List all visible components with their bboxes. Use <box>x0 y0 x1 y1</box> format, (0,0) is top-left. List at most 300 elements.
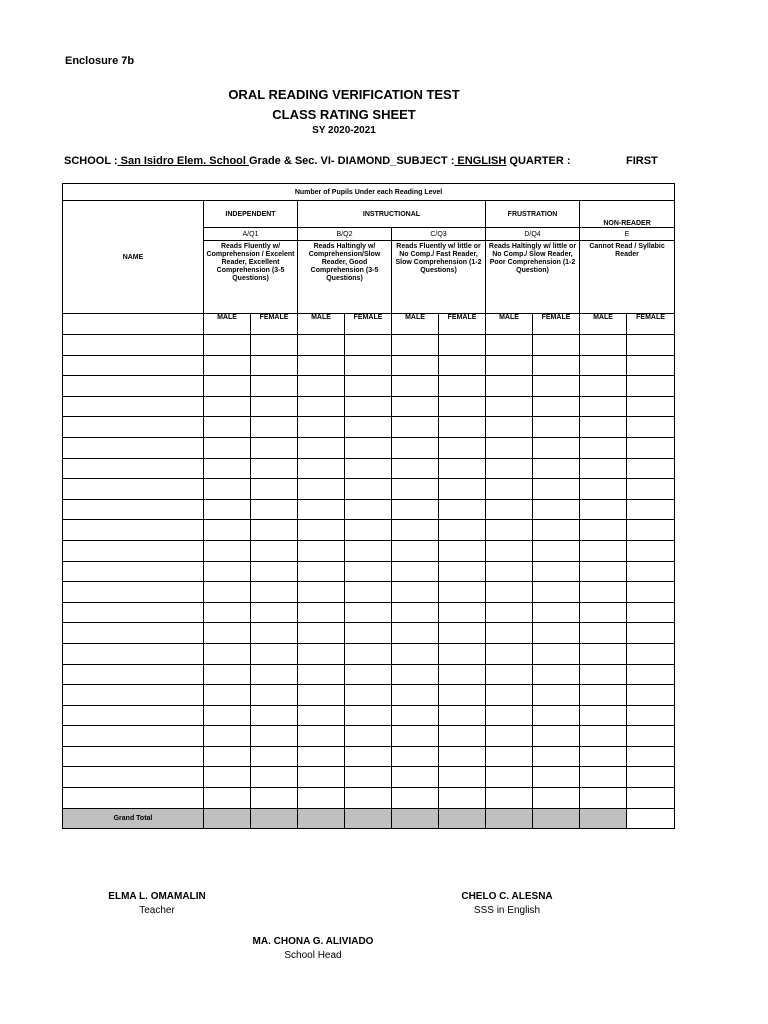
count-cell[interactable] <box>439 602 486 623</box>
count-cell[interactable] <box>392 746 439 767</box>
quarter-label: QUARTER : <box>506 155 571 167</box>
name-cell[interactable] <box>63 788 204 809</box>
count-cell[interactable] <box>298 788 345 809</box>
count-cell[interactable] <box>251 643 298 664</box>
count-cell[interactable] <box>251 458 298 479</box>
count-cell[interactable] <box>298 520 345 541</box>
count-cell[interactable] <box>392 767 439 788</box>
count-cell[interactable] <box>298 664 345 685</box>
count-cell[interactable] <box>627 726 675 747</box>
count-cell[interactable] <box>204 479 251 500</box>
count-cell[interactable] <box>627 705 675 726</box>
count-cell[interactable] <box>439 499 486 520</box>
count-cell[interactable] <box>439 726 486 747</box>
count-cell[interactable] <box>251 705 298 726</box>
table-row <box>63 705 675 726</box>
count-cell[interactable] <box>533 561 580 582</box>
count-cell[interactable] <box>580 437 627 458</box>
count-cell[interactable] <box>439 335 486 356</box>
count-cell[interactable] <box>486 705 533 726</box>
table-row <box>63 664 675 685</box>
count-cell[interactable] <box>533 520 580 541</box>
count-cell[interactable] <box>298 643 345 664</box>
male-header: MALE <box>580 314 627 335</box>
count-cell[interactable] <box>345 746 392 767</box>
teacher-signature <box>72 891 242 916</box>
count-cell[interactable] <box>439 479 486 500</box>
count-cell[interactable] <box>298 499 345 520</box>
name-cell[interactable] <box>63 396 204 417</box>
grand-total-cell[interactable] <box>627 808 675 828</box>
count-cell[interactable] <box>204 335 251 356</box>
count-cell[interactable] <box>439 520 486 541</box>
count-cell[interactable] <box>251 623 298 644</box>
grand-total-cell[interactable] <box>392 808 439 828</box>
count-cell[interactable] <box>345 335 392 356</box>
count-cell[interactable] <box>486 437 533 458</box>
male-header: MALE <box>298 314 345 335</box>
count-cell[interactable] <box>345 540 392 561</box>
count-cell[interactable] <box>251 767 298 788</box>
grand-total-cell[interactable] <box>533 808 580 828</box>
count-cell[interactable] <box>533 623 580 644</box>
count-cell[interactable] <box>533 458 580 479</box>
count-cell[interactable] <box>580 746 627 767</box>
name-cell[interactable] <box>63 705 204 726</box>
count-cell[interactable] <box>439 788 486 809</box>
count-cell[interactable] <box>392 437 439 458</box>
count-cell[interactable] <box>627 664 675 685</box>
count-cell[interactable] <box>486 540 533 561</box>
count-cell[interactable] <box>533 335 580 356</box>
grand-total-cell[interactable] <box>204 808 251 828</box>
count-cell[interactable] <box>204 396 251 417</box>
count-cell[interactable] <box>627 767 675 788</box>
count-cell[interactable] <box>439 705 486 726</box>
count-cell[interactable] <box>580 540 627 561</box>
count-cell[interactable] <box>345 499 392 520</box>
count-cell[interactable] <box>204 376 251 397</box>
count-cell[interactable] <box>486 767 533 788</box>
count-cell[interactable] <box>298 376 345 397</box>
count-cell[interactable] <box>251 520 298 541</box>
count-cell[interactable] <box>345 705 392 726</box>
count-cell[interactable] <box>439 561 486 582</box>
count-cell[interactable] <box>533 582 580 603</box>
count-cell[interactable] <box>204 499 251 520</box>
count-cell[interactable] <box>627 561 675 582</box>
count-cell[interactable] <box>392 458 439 479</box>
name-cell[interactable] <box>63 664 204 685</box>
name-cell[interactable] <box>63 767 204 788</box>
count-cell[interactable] <box>392 479 439 500</box>
count-cell[interactable] <box>627 623 675 644</box>
count-cell[interactable] <box>486 643 533 664</box>
count-cell[interactable] <box>627 396 675 417</box>
count-cell[interactable] <box>251 437 298 458</box>
count-cell[interactable] <box>392 520 439 541</box>
count-cell[interactable] <box>439 355 486 376</box>
count-cell[interactable] <box>345 396 392 417</box>
code-b: B/Q2 <box>298 228 392 241</box>
count-cell[interactable] <box>627 746 675 767</box>
count-cell[interactable] <box>580 376 627 397</box>
count-cell[interactable] <box>486 664 533 685</box>
count-cell[interactable] <box>251 335 298 356</box>
count-cell[interactable] <box>486 479 533 500</box>
count-cell[interactable] <box>392 582 439 603</box>
grand-total-cell[interactable] <box>439 808 486 828</box>
count-cell[interactable] <box>580 602 627 623</box>
school-head-signature <box>238 936 388 961</box>
count-cell[interactable] <box>298 582 345 603</box>
count-cell[interactable] <box>627 685 675 706</box>
count-cell[interactable] <box>204 623 251 644</box>
sss-signature <box>432 891 582 916</box>
subject-value: ENGLISH <box>454 155 507 167</box>
count-cell[interactable] <box>533 540 580 561</box>
count-cell[interactable] <box>298 685 345 706</box>
count-cell[interactable] <box>392 396 439 417</box>
count-cell[interactable] <box>251 788 298 809</box>
count-cell[interactable] <box>533 685 580 706</box>
quarter-value: FIRST <box>626 155 658 167</box>
count-cell[interactable] <box>298 726 345 747</box>
table-row <box>63 788 675 809</box>
count-cell[interactable] <box>204 643 251 664</box>
count-cell[interactable] <box>204 437 251 458</box>
count-cell[interactable] <box>486 520 533 541</box>
count-cell[interactable] <box>345 355 392 376</box>
count-cell[interactable] <box>345 685 392 706</box>
count-cell[interactable] <box>486 376 533 397</box>
count-cell[interactable] <box>580 623 627 644</box>
count-cell[interactable] <box>298 417 345 438</box>
count-cell[interactable] <box>204 767 251 788</box>
count-cell[interactable] <box>298 479 345 500</box>
count-cell[interactable] <box>580 685 627 706</box>
table-row <box>63 643 675 664</box>
rating-table <box>62 183 675 829</box>
count-cell[interactable] <box>533 767 580 788</box>
count-cell[interactable] <box>204 726 251 747</box>
count-cell[interactable] <box>251 540 298 561</box>
count-cell[interactable] <box>204 582 251 603</box>
male-header: MALE <box>392 314 439 335</box>
grand-total-cell[interactable] <box>580 808 627 828</box>
count-cell[interactable] <box>298 602 345 623</box>
count-cell[interactable] <box>486 499 533 520</box>
count-cell[interactable] <box>251 685 298 706</box>
name-cell[interactable] <box>63 726 204 747</box>
count-cell[interactable] <box>251 602 298 623</box>
count-cell[interactable] <box>580 458 627 479</box>
count-cell[interactable] <box>486 726 533 747</box>
table-row <box>63 582 675 603</box>
count-cell[interactable] <box>439 643 486 664</box>
count-cell[interactable] <box>533 602 580 623</box>
count-cell[interactable] <box>486 417 533 438</box>
count-cell[interactable] <box>345 520 392 541</box>
count-cell[interactable] <box>533 664 580 685</box>
count-cell[interactable] <box>298 355 345 376</box>
table-body <box>63 335 675 809</box>
count-cell[interactable] <box>298 561 345 582</box>
count-cell[interactable] <box>580 664 627 685</box>
count-cell[interactable] <box>392 726 439 747</box>
grand-total-cell[interactable] <box>298 808 345 828</box>
count-cell[interactable] <box>204 602 251 623</box>
count-cell[interactable] <box>533 437 580 458</box>
count-cell[interactable] <box>251 376 298 397</box>
code-c: C/Q3 <box>392 228 486 241</box>
count-cell[interactable] <box>345 643 392 664</box>
count-cell[interactable] <box>486 335 533 356</box>
name-cell[interactable] <box>63 417 204 438</box>
male-header: MALE <box>204 314 251 335</box>
count-cell[interactable] <box>298 623 345 644</box>
count-cell[interactable] <box>392 705 439 726</box>
count-cell[interactable] <box>345 664 392 685</box>
school-info-line <box>64 155 571 167</box>
count-cell[interactable] <box>486 355 533 376</box>
count-cell[interactable] <box>627 458 675 479</box>
count-cell[interactable] <box>533 643 580 664</box>
name-cell[interactable] <box>63 376 204 397</box>
count-cell[interactable] <box>439 396 486 417</box>
count-cell[interactable] <box>439 664 486 685</box>
name-cell[interactable] <box>63 643 204 664</box>
count-cell[interactable] <box>580 561 627 582</box>
name-cell[interactable] <box>63 458 204 479</box>
count-cell[interactable] <box>298 396 345 417</box>
count-cell[interactable] <box>533 355 580 376</box>
count-cell[interactable] <box>580 396 627 417</box>
table-row <box>63 540 675 561</box>
count-cell[interactable] <box>345 602 392 623</box>
grand-total-cell[interactable] <box>345 808 392 828</box>
name-cell[interactable] <box>63 520 204 541</box>
count-cell[interactable] <box>533 479 580 500</box>
count-cell[interactable] <box>251 499 298 520</box>
desc-c: Reads Fluently w/ little or No Comp./ Fast Reader, Slow Comprehension (1-2 Questions) <box>392 241 486 314</box>
count-cell[interactable] <box>627 788 675 809</box>
count-cell[interactable] <box>392 540 439 561</box>
count-cell[interactable] <box>392 561 439 582</box>
count-cell[interactable] <box>298 437 345 458</box>
level-instructional: INSTRUCTIONAL <box>298 201 486 228</box>
count-cell[interactable] <box>204 685 251 706</box>
count-cell[interactable] <box>392 376 439 397</box>
count-cell[interactable] <box>533 705 580 726</box>
count-cell[interactable] <box>392 685 439 706</box>
count-cell[interactable] <box>533 396 580 417</box>
count-cell[interactable] <box>345 623 392 644</box>
count-cell[interactable] <box>298 705 345 726</box>
count-cell[interactable] <box>627 355 675 376</box>
count-cell[interactable] <box>204 458 251 479</box>
count-cell[interactable] <box>298 767 345 788</box>
count-cell[interactable] <box>486 602 533 623</box>
count-cell[interactable] <box>392 643 439 664</box>
female-header: FEMALE <box>533 314 580 335</box>
count-cell[interactable] <box>392 623 439 644</box>
name-cell[interactable] <box>63 602 204 623</box>
count-cell[interactable] <box>486 746 533 767</box>
count-cell[interactable] <box>392 499 439 520</box>
count-cell[interactable] <box>533 417 580 438</box>
count-cell[interactable] <box>627 520 675 541</box>
count-cell[interactable] <box>627 376 675 397</box>
table-row <box>63 685 675 706</box>
school-label: SCHOOL : <box>64 155 118 167</box>
count-cell[interactable] <box>345 479 392 500</box>
name-cell[interactable] <box>63 479 204 500</box>
count-cell[interactable] <box>392 355 439 376</box>
count-cell[interactable] <box>392 335 439 356</box>
count-cell[interactable] <box>392 664 439 685</box>
count-cell[interactable] <box>204 355 251 376</box>
male-header: MALE <box>486 314 533 335</box>
grand-total-cell[interactable] <box>486 808 533 828</box>
count-cell[interactable] <box>251 417 298 438</box>
count-cell[interactable] <box>204 705 251 726</box>
table-row <box>63 376 675 397</box>
count-cell[interactable] <box>204 540 251 561</box>
count-cell[interactable] <box>580 335 627 356</box>
count-cell[interactable] <box>345 726 392 747</box>
count-cell[interactable] <box>580 767 627 788</box>
count-cell[interactable] <box>486 561 533 582</box>
name-cell[interactable] <box>63 746 204 767</box>
count-cell[interactable] <box>533 746 580 767</box>
count-cell[interactable] <box>439 623 486 644</box>
name-cell[interactable] <box>63 540 204 561</box>
count-cell[interactable] <box>627 602 675 623</box>
name-cell[interactable] <box>63 685 204 706</box>
name-cell[interactable] <box>63 623 204 644</box>
count-cell[interactable] <box>580 479 627 500</box>
count-cell[interactable] <box>486 623 533 644</box>
count-cell[interactable] <box>392 788 439 809</box>
count-cell[interactable] <box>439 582 486 603</box>
count-cell[interactable] <box>204 417 251 438</box>
count-cell[interactable] <box>533 726 580 747</box>
count-cell[interactable] <box>627 417 675 438</box>
count-cell[interactable] <box>204 746 251 767</box>
count-cell[interactable] <box>486 685 533 706</box>
count-cell[interactable] <box>298 540 345 561</box>
count-cell[interactable] <box>627 479 675 500</box>
count-cell[interactable] <box>580 582 627 603</box>
count-cell[interactable] <box>439 540 486 561</box>
count-cell[interactable] <box>439 767 486 788</box>
count-cell[interactable] <box>345 376 392 397</box>
grand-total-row <box>63 808 675 828</box>
count-cell[interactable] <box>345 582 392 603</box>
count-cell[interactable] <box>204 664 251 685</box>
count-cell[interactable] <box>251 664 298 685</box>
count-cell[interactable] <box>486 582 533 603</box>
female-header: FEMALE <box>251 314 298 335</box>
count-cell[interactable] <box>533 788 580 809</box>
count-cell[interactable] <box>486 396 533 417</box>
name-cell[interactable] <box>63 499 204 520</box>
count-cell[interactable] <box>486 458 533 479</box>
count-cell[interactable] <box>580 417 627 438</box>
count-cell[interactable] <box>251 746 298 767</box>
count-cell[interactable] <box>486 788 533 809</box>
count-cell[interactable] <box>580 726 627 747</box>
count-cell[interactable] <box>392 602 439 623</box>
count-cell[interactable] <box>204 561 251 582</box>
count-cell[interactable] <box>298 746 345 767</box>
count-cell[interactable] <box>345 437 392 458</box>
name-cell[interactable] <box>63 582 204 603</box>
grand-total-cell[interactable] <box>251 808 298 828</box>
count-cell[interactable] <box>251 726 298 747</box>
count-cell[interactable] <box>251 355 298 376</box>
count-cell[interactable] <box>627 643 675 664</box>
table-row <box>63 479 675 500</box>
count-cell[interactable] <box>580 643 627 664</box>
name-cell[interactable] <box>63 561 204 582</box>
table-row <box>63 746 675 767</box>
count-cell[interactable] <box>251 561 298 582</box>
count-cell[interactable] <box>345 788 392 809</box>
count-cell[interactable] <box>580 520 627 541</box>
count-cell[interactable] <box>439 685 486 706</box>
count-cell[interactable] <box>204 520 251 541</box>
count-cell[interactable] <box>439 417 486 438</box>
count-cell[interactable] <box>580 788 627 809</box>
count-cell[interactable] <box>627 582 675 603</box>
count-cell[interactable] <box>345 458 392 479</box>
count-cell[interactable] <box>627 540 675 561</box>
count-cell[interactable] <box>439 458 486 479</box>
count-cell[interactable] <box>439 376 486 397</box>
count-cell[interactable] <box>251 396 298 417</box>
count-cell[interactable] <box>298 335 345 356</box>
name-cell[interactable] <box>63 437 204 458</box>
count-cell[interactable] <box>627 437 675 458</box>
name-cell[interactable] <box>63 355 204 376</box>
count-cell[interactable] <box>251 479 298 500</box>
count-cell[interactable] <box>392 417 439 438</box>
count-cell[interactable] <box>533 376 580 397</box>
count-cell[interactable] <box>439 437 486 458</box>
count-cell[interactable] <box>251 582 298 603</box>
count-cell[interactable] <box>580 355 627 376</box>
level-independent: INDEPENDENT <box>204 201 298 228</box>
count-cell[interactable] <box>627 499 675 520</box>
count-cell[interactable] <box>439 746 486 767</box>
count-cell[interactable] <box>345 767 392 788</box>
name-cell[interactable] <box>63 335 204 356</box>
enclosure-label: Enclosure 7b <box>65 55 135 67</box>
count-cell[interactable] <box>298 458 345 479</box>
count-cell[interactable] <box>580 499 627 520</box>
count-cell[interactable] <box>204 788 251 809</box>
teacher-name: ELMA L. OMAMALIN <box>108 891 206 902</box>
count-cell[interactable] <box>533 499 580 520</box>
document-title: ORAL READING VERIFICATION TEST <box>228 87 460 102</box>
desc-a: Reads Fluently w/ Comprehension / Excelent Reader, Excellent Comprehension (3-5 Questions) <box>204 241 298 314</box>
count-cell[interactable] <box>345 417 392 438</box>
count-cell[interactable] <box>345 561 392 582</box>
count-cell[interactable] <box>580 705 627 726</box>
count-cell[interactable] <box>627 335 675 356</box>
